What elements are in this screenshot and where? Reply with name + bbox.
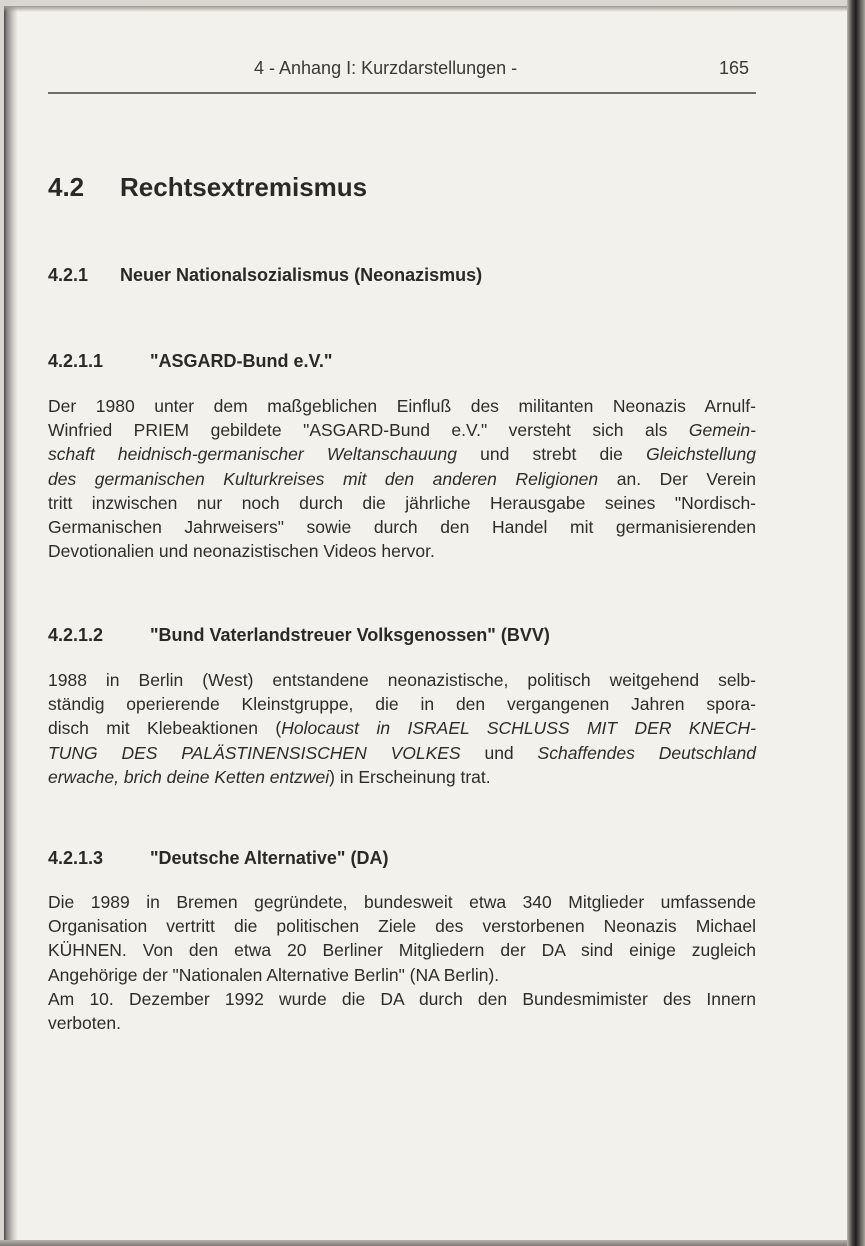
text-line: disch mit Klebeaktionen (Holocaust in ISRAEL SCHLUSS MIT DER KNECH-	[48, 718, 756, 739]
entry-heading-da	[48, 848, 388, 869]
text-line: verboten.	[48, 1012, 121, 1033]
page-number: 165	[719, 58, 750, 78]
section-heading	[48, 172, 367, 203]
text-line: Devotionalien und neonazistischen Videos hervor.	[48, 541, 435, 562]
subsection-number: 4.2.1	[48, 265, 89, 285]
text-line: Der 1980 unter dem maßgeblichen Einfluß des militanten Neonazis Arnulf-	[48, 396, 756, 416]
page-top-shadow	[4, 6, 847, 12]
entry-number: 4.2.1.1	[48, 351, 104, 371]
text-line: erwache, brich deine Ketten entzwei) in Erscheinung trat.	[48, 766, 491, 787]
text-line: Angehörige der "Nationalen Alternative Berlin" (NA Berlin).	[48, 964, 500, 985]
text-line: Organisation vertritt die politischen Ziele des verstorbenen Neonazis Michael	[48, 916, 756, 937]
entry-title: "Bund Vaterlandstreuer Volksgenossen" (BVV)	[150, 625, 550, 645]
page-gutter-shadow	[4, 6, 18, 1240]
entry-title: "ASGARD-Bund e.V."	[150, 351, 333, 371]
entry-title: "Deutsche Alternative" (DA)	[150, 848, 389, 868]
entry-text-asgard	[48, 394, 756, 563]
text-line: tritt inzwischen nur noch durch die jährliche Herausgabe seines "Nordisch-	[48, 492, 756, 513]
entry-text-bvv	[48, 668, 756, 789]
text-line: Germanischen Jahrweisers" sowie durch den Handel mit germanisierenden	[48, 516, 756, 537]
subsection-heading	[48, 265, 482, 286]
page-bottom-edge	[0, 1240, 847, 1246]
entry-text-da	[48, 890, 756, 1035]
entry-number: 4.2.1.2	[48, 625, 104, 645]
subsection-title: Neuer Nationalsozialismus (Neonazismus)	[120, 265, 483, 285]
text-line: 1988 in Berlin (West) entstandene neonazistische, politisch weitgehend selb-	[48, 670, 756, 690]
text-line: TUNG DES PALÄSTINENSISCHEN VOLKES und Schaffendes Deutschland	[48, 742, 756, 763]
text-line: ständig operierende Kleinstgruppe, die in den vergangenen Jahren spora-	[48, 694, 756, 715]
text-line: schaft heidnisch-germanischer Weltanschauung und strebt die Gleichstellung	[48, 444, 756, 465]
text-line: Am 10. Dezember 1992 wurde die DA durch den Bundesmimister des Innern	[48, 988, 756, 1009]
running-head: 4 - Anhang I: Kurzdarstellungen -	[254, 58, 518, 78]
header-rule	[48, 92, 756, 94]
text-line: des germanischen Kulturkreises mit den anderen Religionen an. Der Verein	[48, 468, 757, 489]
section-number: 4.2	[48, 172, 85, 202]
section-title: Rechtsextremismus	[120, 172, 368, 202]
entry-heading-asgard	[48, 351, 332, 372]
text-line: Winfried PRIEM gebildete "ASGARD-Bund e.V." versteht sich als Gemein-	[48, 420, 756, 441]
text-line: Die 1989 in Bremen gegründete, bundesweit etwa 340 Mitglieder umfassende	[48, 892, 756, 912]
book-spine-edge	[847, 0, 865, 1246]
entry-number: 4.2.1.3	[48, 848, 104, 868]
entry-heading-bvv	[48, 625, 550, 646]
text-line: KÜHNEN. Von den etwa 20 Berliner Mitgliedern der DA sind einige zugleich	[48, 940, 756, 961]
book-page	[4, 6, 847, 1240]
